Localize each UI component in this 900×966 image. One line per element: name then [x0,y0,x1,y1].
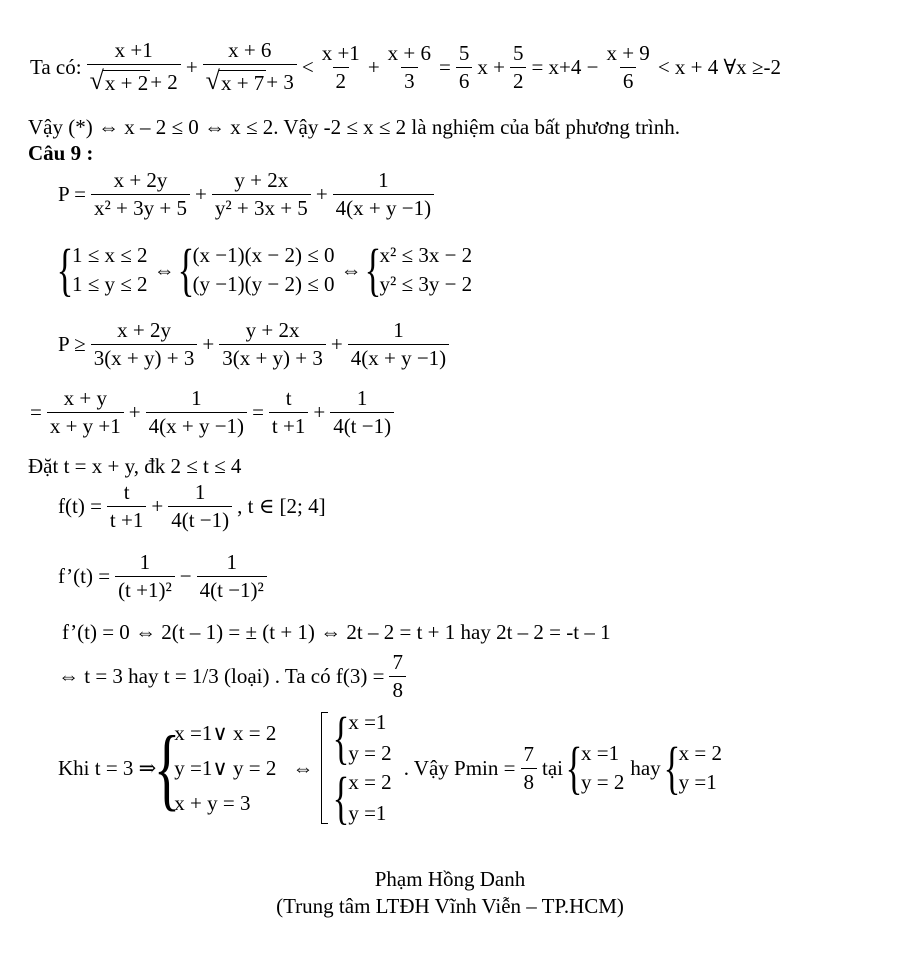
derivative-zero-line: f’(t) = 0 ⇔ 2(t – 1) = ± (t + 1) ⇔ 2t – 2 = t + 1 hay 2t – 2 = -t – 1 [62,620,611,644]
question-heading: Câu 9 : [28,141,94,165]
substitution-line: Đặt t = x + y, đk 2 ≤ t ≤ 4 [28,454,242,478]
fraction-2: x + 6 √ x + 7 + 3 [203,40,297,94]
line1-prefix: Ta có: [30,54,82,79]
minimum-conclusion: Khi t = 3 ⇒ { x =1∨ x = 2 y =1∨ y = 2 x + y = 3 ⇔ { x =1 y = 2 { x = 2 y =1 . Vậy Pmin = $\frac{7}{8}$ tại { x =1 y = 2 hay { x = 2 y =1 [58,705,723,831]
function-definition: f(t) = $\frac{t}{t +1}$ + $\frac{1}{4(t -1)}$ , t ∈ [2; 4] [58,480,326,532]
fraction-7: $\frac{x + 9}{6}$ [606,40,650,93]
author-name: Phạm Hồng Danh [374,867,526,891]
constraint-system: { 1 ≤ x ≤ 2 1 ≤ y ≤ 2 ⇔ { (x −1)(x − 2) ≤ 0 (y −1)(y − 2) ≤ 0 ⇔ { x² ≤ 3x − 2 y² ≤ 3y − 2 [56,237,473,302]
left-brace-icon: { [177,237,194,302]
inequality-line: Ta có: x +1 √ x + 2 + 2 + x + 6 √ x + 7 + 3 < $\frac{x +1}{2}$ + $\frac{x + 6}{3}$ = $\frac{5}{6}$ x + $\frac{5}{2}$ = x+4 − $\frac{x + 9}{6}$ < x + 4 ∀x ≥-2 [30,38,781,95]
p-definition: P = $\frac{x + 2y}{\text{x² + 3y + 5}}$ + $\frac{y + 2x}{\text{y² + 3x + 5}}$ + $\frac{1}{4(x + y -1)}$ [56,170,437,219]
p-simplified: = $\frac{x + y}{x + y +1}$ + $\frac{1}{4(x + y -1)}$ = $\frac{t}{t +1}$ + $\frac{1}{4(t -1)}$ [28,388,397,437]
fraction-6: $\frac{5}{2}$ [510,43,527,92]
left-brace-icon: { [565,735,583,801]
left-brace-icon: { [332,765,350,831]
left-brace-icon: { [332,705,350,770]
critical-point-line: ⇔ t = 3 hay t = 1/3 (loại) . Ta có f(3) = $\frac{7}{8}$ [56,652,409,701]
fraction-5: $\frac{5}{6}$ [456,43,473,92]
p-lower-bound: P ≥ $\frac{x + 2y}{3(x + y) + 3}$ + $\frac{y + 2x}{3(x + y) + 3}$ + $\frac{1}{4(x + y -1)}$ [56,320,452,369]
sqrt-icon: √ [205,66,220,95]
sqrt-icon: √ [89,66,104,95]
left-brace-icon: { [663,735,681,801]
fraction-4: $\frac{x + 6}{3}$ [387,40,431,93]
solution-set: { x =1 y = 2 { x = 2 y =1 [321,712,395,824]
author-affiliation: (Trung tâm LTĐH Vĩnh Viễn – TP.HCM) [276,894,624,918]
left-brace-icon: { [56,237,74,302]
left-brace-icon: { [154,716,181,819]
conclusion-line: Vậy (*) ⇔ x – 2 ≤ 0 ⇔ x ≤ 2. Vậy -2 ≤ x ≤ 2 là nghiệm của bất phương trình. [28,115,681,139]
fraction-3: $\frac{x +1}{2}$ [321,40,360,93]
left-bracket-icon [321,712,328,824]
fraction-1: x +1 √ x + 2 + 2 [87,40,181,94]
left-brace-icon: { [364,237,381,302]
derivative-definition: f’(t) = $\frac{1}{\text{(t +1)²}}$ − $\frac{1}{\text{4(t −1)²}}$ [56,552,270,601]
